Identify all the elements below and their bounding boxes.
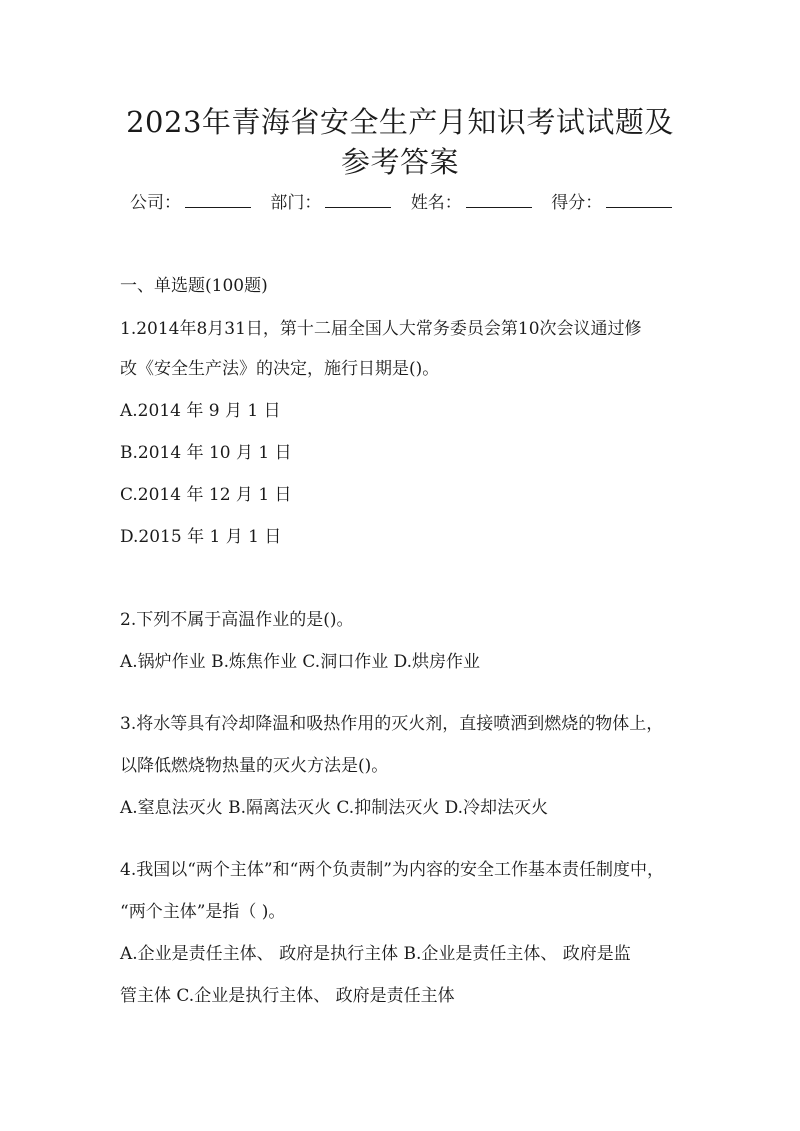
- company-blank: [185, 193, 251, 208]
- question-1-option-d: D.2015 年 1 月 1 日: [120, 527, 282, 547]
- dept-label: 部门：: [270, 193, 322, 213]
- question-1-option-c: C.2014 年 12 月 1 日: [120, 485, 292, 505]
- score-field: [551, 192, 672, 214]
- question-3-line-1: 3.将水等具有冷却降温和吸热作用的灭火剂，直接喷洒到燃烧的物体上，: [120, 714, 664, 734]
- info-fields: [130, 192, 690, 214]
- score-label: 得分：: [551, 193, 603, 213]
- name-blank: [466, 193, 532, 208]
- question-4-options-line-1: A.企业是责任主体、 政府是执行主体 B.企业是责任主体、 政府是监: [120, 944, 631, 964]
- company-field: [130, 192, 251, 214]
- question-4-line-2: “两个主体”是指（ )。: [120, 902, 286, 922]
- question-1-option-b: B.2014 年 10 月 1 日: [120, 443, 292, 463]
- question-3-options: A.窒息法灭火 B.隔离法灭火 C.抑制法灭火 D.冷却法灭火: [120, 798, 549, 818]
- question-1-line-1: 1.2014年8月31日，第十二届全国人大常务委员会第10次会议通过修: [120, 319, 642, 339]
- question-2-options: A.锅炉作业 B.炼焦作业 C.洞口作业 D.烘房作业: [120, 652, 481, 672]
- document-title-line-1: 2023年青海省安全生产月知识考试试题及: [126, 105, 674, 139]
- company-label: 公司：: [130, 193, 181, 213]
- section-heading: 一、单选题(100题): [120, 276, 268, 296]
- dept-field: [270, 192, 391, 214]
- document-title-line-2: 参考答案: [340, 145, 459, 179]
- score-blank: [606, 193, 672, 208]
- dept-blank: [325, 193, 391, 208]
- question-2-line-1: 2.下列不属于高温作业的是()。: [120, 610, 354, 630]
- question-4-options-line-2: 管主体 C.企业是执行主体、 政府是责任主体: [120, 986, 455, 1006]
- question-3-line-2: 以降低燃烧物热量的灭火方法是()。: [120, 756, 389, 776]
- question-1-option-a: A.2014 年 9 月 1 日: [120, 401, 281, 421]
- question-1-line-2: 改《安全生产法》的决定，施行日期是()。: [120, 359, 440, 379]
- name-field: [411, 192, 532, 214]
- name-label: 姓名：: [410, 193, 462, 213]
- question-4-line-1: 4.我国以“两个主体”和“两个负责制”为内容的安全工作基本责任制度中，: [120, 860, 664, 880]
